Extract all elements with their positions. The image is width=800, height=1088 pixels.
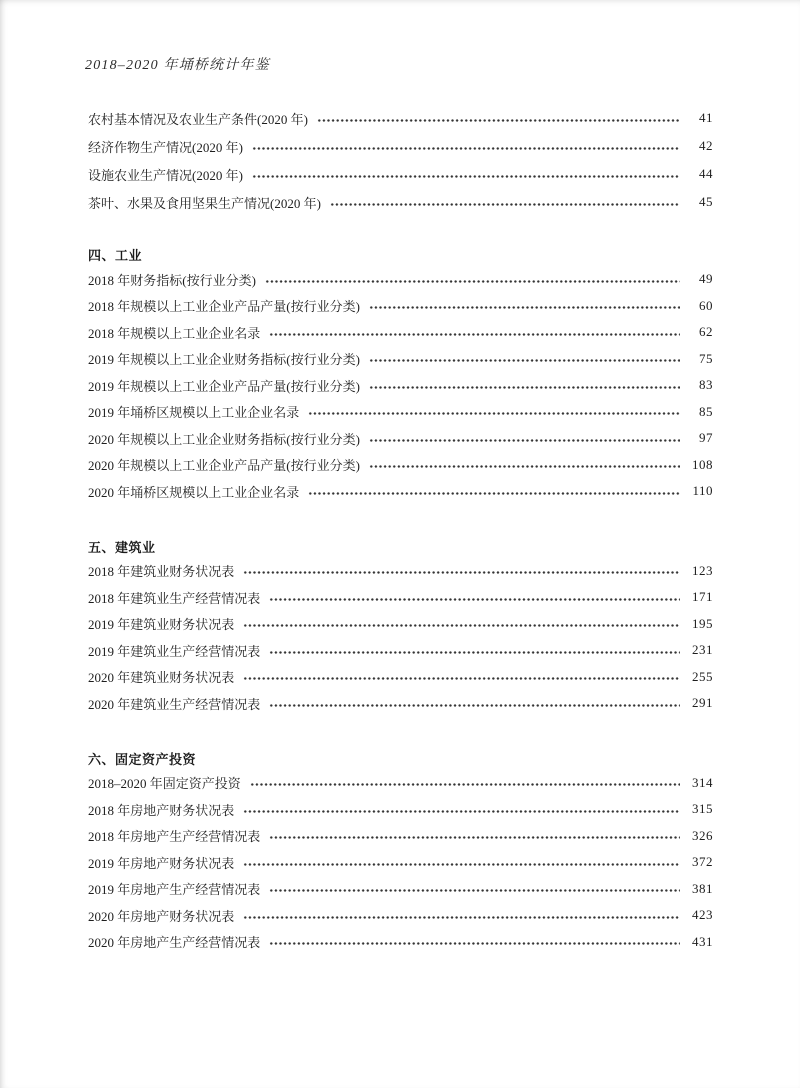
toc-entry [88,664,713,691]
dotted-leader [369,386,680,389]
toc-entry-page-number: 49 [699,271,713,287]
toc-entry-page-number: 41 [699,110,713,125]
toc-entry [88,611,713,638]
dotted-leader [243,863,680,866]
toc-entry-title: 2019 年房地产生产经营情况表 [88,882,261,898]
toc-entry [88,293,713,320]
toc-entry-title: 2019 年建筑业生产经营情况表 [88,643,261,659]
toc-entry [88,160,713,188]
toc-entry-title: 2020 年建筑业生产经营情况表 [88,696,261,712]
toc-entry-page-number: 423 [692,907,713,923]
toc-entry-page-number: 44 [699,166,713,181]
toc-entry [88,346,713,373]
toc-entry [88,558,713,585]
section-heading: 五、建筑业 [88,539,156,555]
toc-entry-title: 2018 年规模以上工业企业名录 [88,325,261,341]
dotted-leader [369,465,680,468]
toc-entry-title: 2018 年房地产生产经营情况表 [88,829,261,845]
toc-group [88,104,713,216]
dotted-leader [330,203,680,206]
toc-entry-page-number: 431 [692,933,713,949]
dotted-leader [265,280,680,283]
toc-group [88,750,713,956]
toc-entry-page-number: 97 [699,430,713,446]
toc-entry-title: 2018 年规模以上工业企业产品产量(按行业分类) [88,299,360,315]
dotted-leader [269,836,680,839]
toc-entry [88,452,713,479]
toc-entry-title: 2018 年建筑业生产经营情况表 [88,590,261,606]
toc-entry [88,425,713,452]
dotted-leader [269,704,680,707]
toc-entry [88,188,713,216]
toc-entry [88,266,713,293]
dotted-leader [269,889,680,892]
toc-entry-page-number: 314 [692,774,713,790]
toc-entry-page-number: 372 [692,854,713,870]
toc-entry [88,319,713,346]
dotted-leader [243,571,680,574]
toc-entry [88,929,713,956]
toc-entry-page-number: 171 [692,589,713,605]
dotted-leader [243,810,680,813]
toc-entry-title: 茶叶、水果及食用坚果生产情况(2020 年) [88,195,321,211]
table-of-contents [88,104,713,955]
dotted-leader [269,598,680,601]
toc-entry-title: 2020 年房地产生产经营情况表 [88,935,261,951]
dotted-leader [250,783,680,786]
toc-entry-title: 2018–2020 年固定资产投资 [88,776,241,792]
toc-entry-page-number: 195 [692,615,713,631]
toc-entry-page-number: 381 [692,880,713,896]
toc-entry [88,902,713,929]
toc-entry [88,796,713,823]
dotted-leader [308,412,680,415]
dotted-leader [269,651,680,654]
toc-entry-page-number: 42 [699,138,713,153]
toc-entry-page-number: 45 [699,194,713,209]
toc-group [88,538,713,717]
toc-entry-title: 2020 年规模以上工业企业产品产量(按行业分类) [88,458,360,474]
toc-entry-title: 2018 年建筑业财务状况表 [88,564,235,580]
toc-entry-page-number: 123 [692,562,713,578]
toc-entry [88,132,713,160]
toc-entry-title: 2019 年房地产财务状况表 [88,855,235,871]
toc-entry [88,584,713,611]
toc-entry [88,104,713,132]
toc-entry-page-number: 60 [699,297,713,313]
section-heading: 四、工业 [88,248,143,263]
toc-entry-title: 2019 年埇桥区规模以上工业企业名录 [88,405,300,421]
dotted-leader [243,916,680,919]
toc-entry-page-number: 291 [692,695,713,711]
toc-entry [88,770,713,797]
toc-entry-title: 农村基本情况及农业生产条件(2020 年) [88,111,308,127]
toc-entry [88,399,713,426]
section-heading: 六、固定资产投资 [88,751,197,767]
toc-entry-page-number: 62 [699,324,713,340]
toc-entry [88,637,713,664]
dotted-leader [369,359,680,362]
dotted-leader [243,677,680,680]
toc-entry [88,823,713,850]
toc-entry-title: 2020 年房地产财务状况表 [88,908,235,924]
toc-entry-page-number: 83 [699,377,713,393]
dotted-leader [243,624,680,627]
toc-entry [88,876,713,903]
toc-entry [88,372,713,399]
toc-entry-page-number: 326 [692,827,713,843]
toc-entry-page-number: 75 [699,350,713,366]
toc-entry-page-number: 108 [692,456,713,472]
toc-entry-page-number: 315 [692,801,713,817]
toc-entry [88,849,713,876]
toc-entry-title: 2020 年建筑业财务状况表 [88,670,235,686]
toc-entry-title: 2020 年规模以上工业企业财务指标(按行业分类) [88,431,360,447]
toc-entry-page-number: 85 [699,403,713,419]
toc-entry-title: 经济作物生产情况(2020 年) [88,139,243,155]
dotted-leader [369,306,680,309]
toc-entry-page-number: 110 [692,483,713,499]
dotted-leader [252,175,680,178]
toc-entry-title: 2019 年规模以上工业企业产品产量(按行业分类) [88,378,360,394]
toc-entry-title: 2020 年埇桥区规模以上工业企业名录 [88,484,300,500]
dotted-leader [269,942,680,945]
document-title: 2018–2020 年埇桥统计年鉴 [85,58,270,73]
dotted-leader [369,439,680,442]
toc-group [88,246,713,505]
toc-entry-title: 2019 年建筑业财务状况表 [88,617,235,633]
dotted-leader [308,492,680,495]
dotted-leader [269,333,680,336]
dotted-leader [317,119,680,122]
toc-entry-title: 2018 年房地产财务状况表 [88,802,235,818]
toc-entry-title: 2019 年规模以上工业企业财务指标(按行业分类) [88,352,360,368]
toc-entry-page-number: 255 [692,668,713,684]
toc-entry [88,478,713,505]
toc-entry [88,690,713,717]
dotted-leader [252,147,680,150]
toc-entry-page-number: 231 [692,642,713,658]
toc-entry-title: 设施农业生产情况(2020 年) [88,167,243,183]
toc-entry-title: 2018 年财务指标(按行业分类) [88,272,256,288]
